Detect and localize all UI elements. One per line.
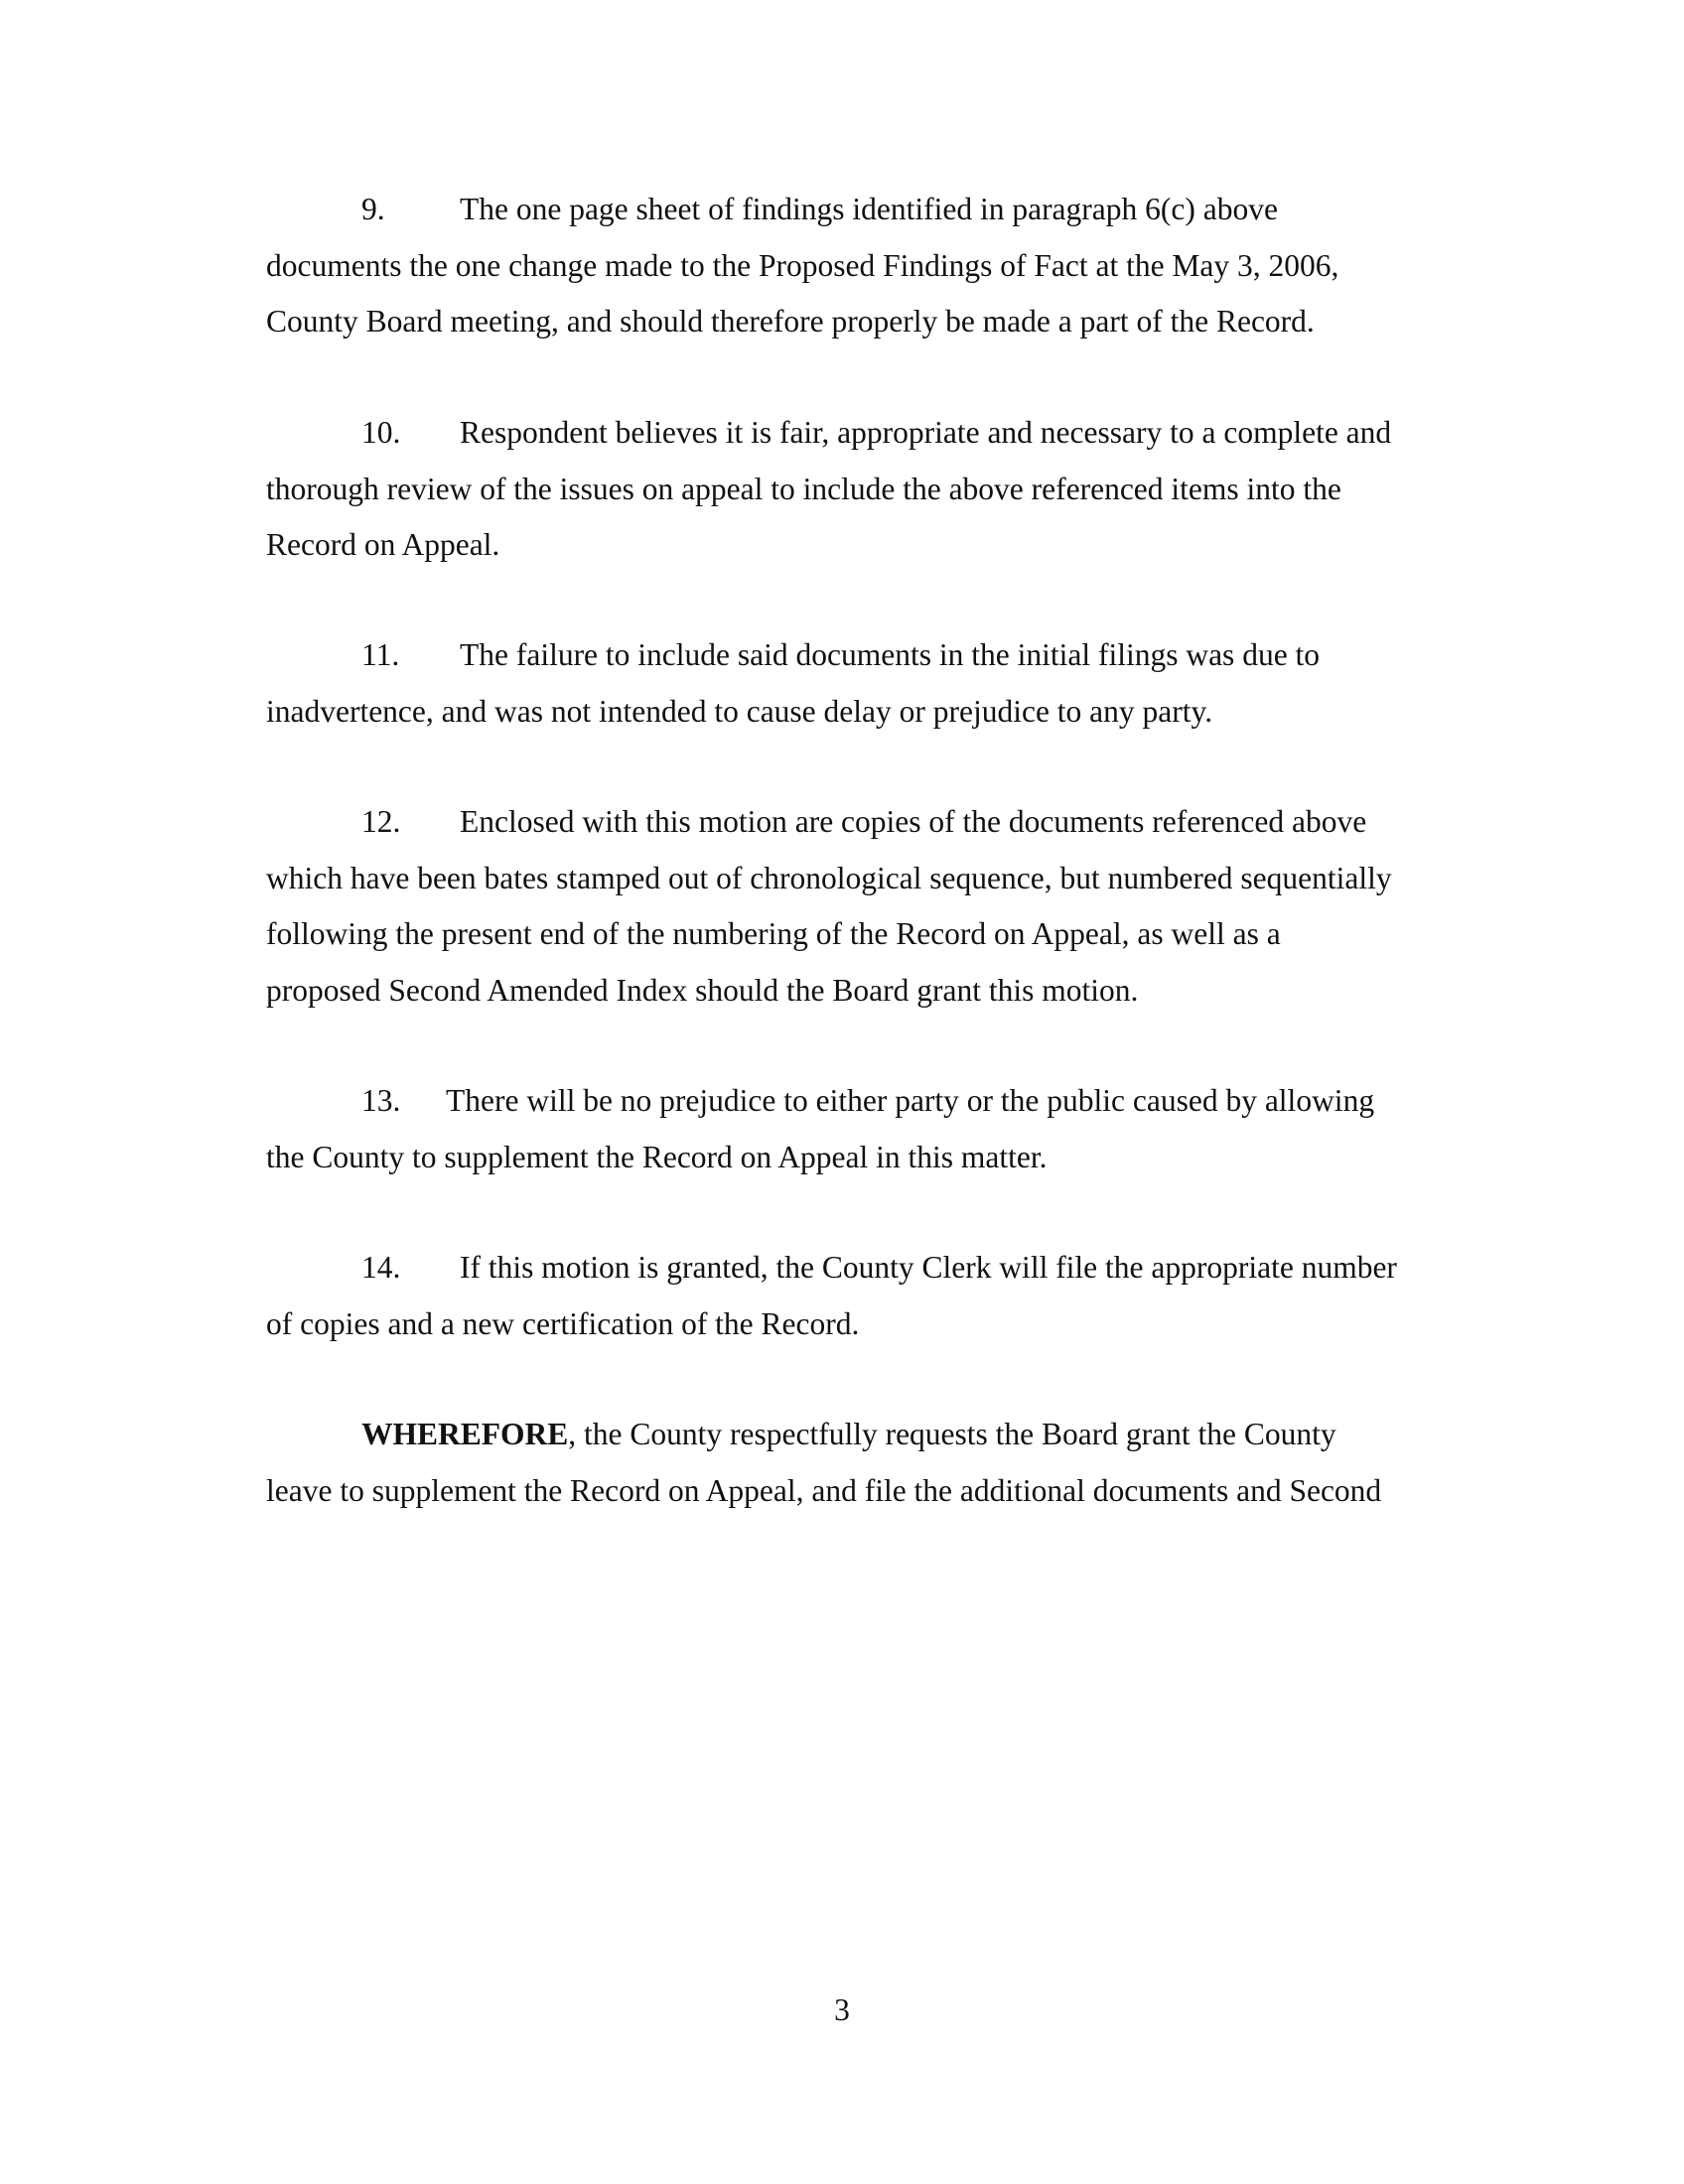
- paragraph-number: 11.: [361, 637, 400, 672]
- paragraph-13: [266, 1073, 1448, 1185]
- paragraph-14: [266, 1240, 1448, 1352]
- paragraph-line: proposed Second Amended Index should the Board grant this motion.: [266, 972, 1139, 1008]
- paragraph-number: 12.: [361, 804, 401, 839]
- paragraph-number: 13.: [361, 1083, 401, 1118]
- paragraph-number: 9.: [361, 192, 385, 226]
- paragraph-line: [266, 405, 1448, 462]
- paragraph-line: inadvertence, and was not intended to cause delay or prejudice to any party.: [266, 693, 1213, 729]
- paragraph-text: The failure to include said documents in the initial filings was due to: [460, 637, 1321, 672]
- paragraph-line: Record on Appeal.: [266, 527, 500, 562]
- paragraph-text: There will be no prejudice to either party or the public caused by allowing: [446, 1083, 1375, 1118]
- paragraph-text: Respondent believes it is fair, appropriate and necessary to a complete and: [460, 415, 1392, 450]
- paragraph-text: Enclosed with this motion are copies of the documents referenced above: [460, 804, 1367, 839]
- paragraph-line: [266, 1407, 1448, 1463]
- paragraph-line: of copies and a new certification of the Record.: [266, 1305, 860, 1341]
- paragraph-line: County Board meeting, and should therefore properly be made a part of the Record.: [266, 304, 1315, 339]
- paragraph-line: leave to supplement the Record on Appeal, and file the additional documents and Second: [266, 1472, 1382, 1508]
- paragraph-number: 10.: [361, 415, 401, 450]
- wherefore-lead: WHEREFORE: [361, 1417, 569, 1451]
- paragraph-line: [266, 1240, 1448, 1297]
- paragraph-line: following the present end of the numbering of the Record on Appeal, as well as a: [266, 916, 1281, 951]
- paragraph-line: [266, 1073, 1448, 1130]
- page-number: 3: [834, 1992, 850, 2027]
- paragraph-line: thorough review of the issues on appeal to include the above referenced items into the: [266, 471, 1341, 506]
- paragraph-line: the County to supplement the Record on Appeal in this matter.: [266, 1139, 1048, 1174]
- paragraph-10: [266, 405, 1448, 574]
- paragraph-9: [266, 182, 1448, 350]
- paragraph-line: which have been bates stamped out of chronological sequence, but numbered sequentially: [266, 860, 1392, 895]
- paragraph-text: The one page sheet of findings identified in paragraph 6(c) above: [460, 192, 1278, 226]
- paragraph-text: , the County respectfully requests the Board grant the County: [568, 1417, 1336, 1451]
- paragraph-line: [266, 627, 1448, 684]
- wherefore-clause: [266, 1407, 1448, 1519]
- paragraph-text: If this motion is granted, the County Clerk will file the appropriate number: [460, 1250, 1397, 1285]
- paragraph-line: [266, 794, 1448, 851]
- paragraph-line: documents the one change made to the Proposed Findings of Fact at the May 3, 2006,: [266, 247, 1339, 283]
- paragraph-11: [266, 627, 1448, 740]
- paragraph-number: 14.: [361, 1250, 401, 1285]
- paragraph-12: [266, 794, 1448, 1019]
- paragraph-line: [266, 182, 1448, 238]
